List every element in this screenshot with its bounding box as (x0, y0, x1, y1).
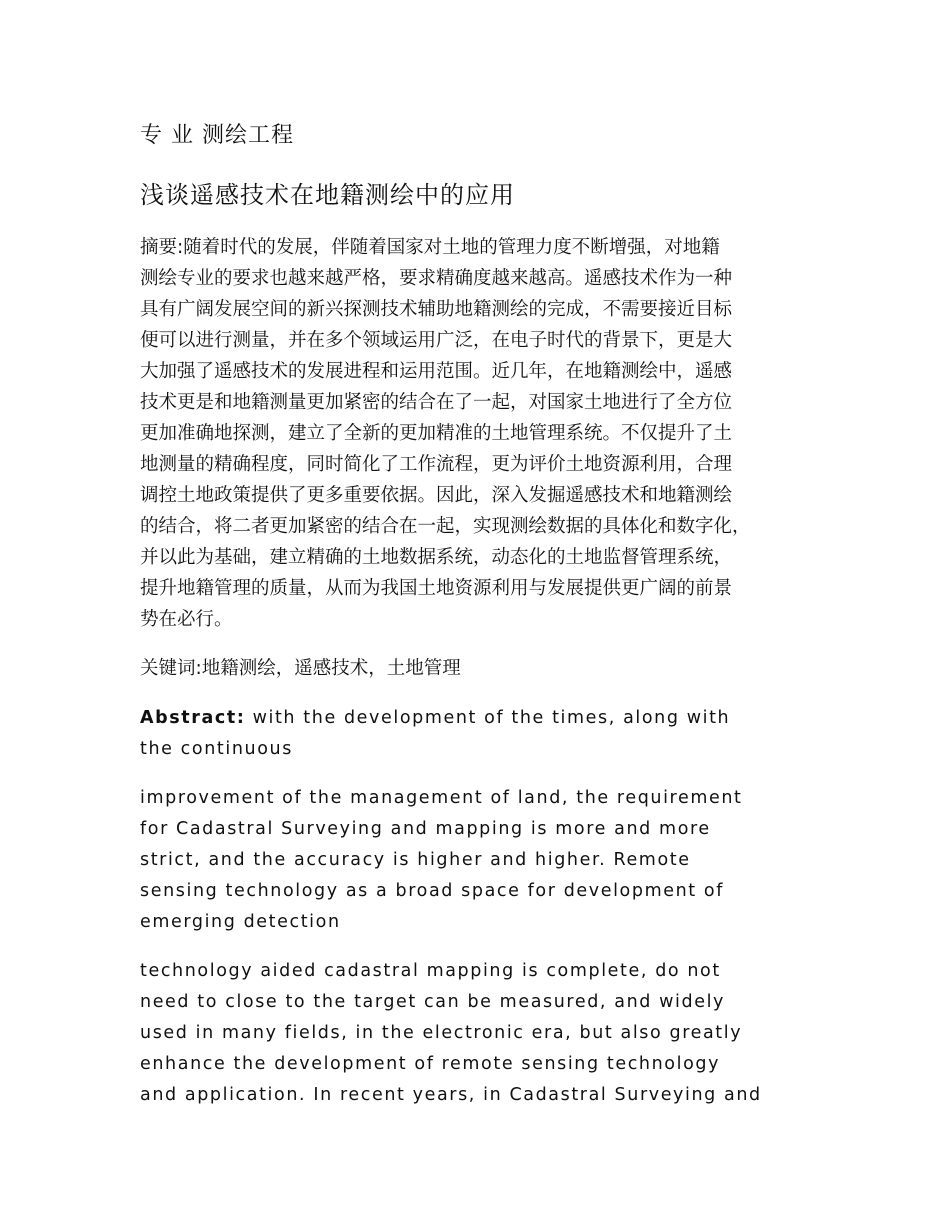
abstract-line: 并以此为基础，建立精确的土地数据系统，动态化的土地监督管理系统， (140, 547, 733, 568)
chinese-abstract (140, 232, 840, 635)
abstract-line: 技术更是和地籍测量更加紧密的结合在了一起，对国家土地进行了全方位 (140, 392, 733, 413)
abstract-en-line: emerging detection (140, 912, 341, 932)
abstract-en-line: improvement of the management of land, the requirement (140, 788, 743, 808)
english-abstract-paragraph-3 (140, 956, 840, 1111)
abstract-en-line: technology aided cadastral mapping is complete, do not (140, 961, 721, 981)
abstract-line: 更加准确地探测，建立了全新的更加精准的土地管理系统。不仅提升了土 (140, 423, 733, 444)
abstract-en-line: need to close to the target can be measured, and widely (140, 992, 725, 1012)
abstract-en-line: strict, and the accuracy is higher and higher. Remote (140, 850, 691, 870)
abstract-en-line: the continuous (140, 739, 293, 759)
abstract-en-text: with the development of the times, along with (245, 708, 731, 728)
abstract-line: 调控土地政策提供了更多重要依据。因此，深入发掘遥感技术和地籍测绘 (140, 485, 733, 506)
abstract-line: 势在必行。 (140, 609, 233, 630)
abstract-line: 测绘专业的要求也越来越严格，要求精确度越来越高。遥感技术作为一种 (140, 268, 733, 289)
abstract-line: 便可以进行测量，并在多个领域运用广泛，在电子时代的背景下，更是大 (140, 330, 733, 351)
english-abstract-paragraph-2 (140, 783, 840, 938)
abstract-line: 具有广阔发展空间的新兴探测技术辅助地籍测绘的完成，不需要接近目标 (140, 299, 733, 320)
abstract-line: 提升地籍管理的质量，从而为我国土地资源利用与发展提供更广阔的前景 (140, 578, 733, 599)
english-abstract-paragraph-1 (140, 703, 840, 765)
abstract-line: 地测量的精确程度，同时简化了工作流程，更为评价土地资源利用，合理 (140, 454, 733, 475)
abstract-line: 摘要:随着时代的发展，伴随着国家对土地的管理力度不断增强，对地籍 (140, 237, 720, 258)
abstract-en-line: for Cadastral Surveying and mapping is more and more (140, 819, 711, 839)
paper-title: 浅谈遥感技术在地籍测绘中的应用 (140, 181, 515, 209)
abstract-line: 的结合，将二者更加紧密的结合在一起，实现测绘数据的具体化和数字化， (140, 516, 751, 537)
abstract-en-line: sensing technology as a broad space for development of (140, 881, 724, 901)
abstract-label: Abstract: (140, 708, 246, 728)
keywords-line: 关键词:地籍测绘，遥感技术，土地管理 (140, 658, 461, 679)
abstract-en-line: and application. In recent years, in Cadastral Surveying and (140, 1085, 762, 1105)
abstract-en-line: used in many fields, in the electronic era, but also greatly (140, 1023, 743, 1043)
abstract-en-line (140, 703, 840, 734)
major-heading: 专 业 测绘工程 (140, 123, 294, 148)
abstract-line: 大加强了遥感技术的发展进程和运用范围。近几年，在地籍测绘中，遥感 (140, 361, 733, 382)
chinese-keywords (140, 653, 840, 684)
abstract-en-line: enhance the development of remote sensing technology (140, 1054, 721, 1074)
